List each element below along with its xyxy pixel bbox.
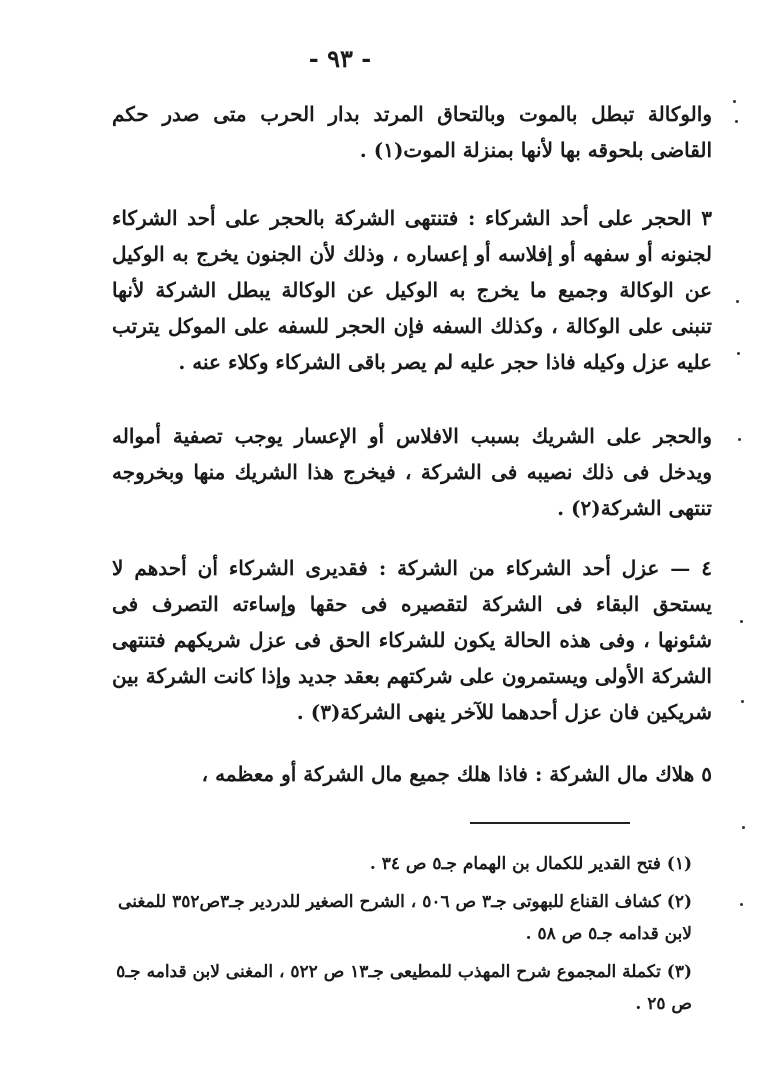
footnote-1: (١) فتح القدير للكمال بن الهمام جـ٥ ص ٣٤ . bbox=[369, 854, 692, 874]
page-number: - ٩٣ - bbox=[308, 44, 372, 73]
paragraph-partner-dismissal bbox=[112, 550, 712, 730]
paragraph-text: ٥ هلاك مال الشركة : فاذا هلك جميع مال الشركة أو معظمه ، bbox=[201, 762, 712, 786]
scan-speck bbox=[737, 352, 740, 355]
paragraph-text: ٣ الحجر على أحد الشركاء : فتنتهى الشركة بالحجر على أحد الشركاء لجنونه أو سفهه أو إفلاسه أو إعساره ، وذلك لأن الجنون يخرج به الوكيل عن الوكالة وجميع ما يخرج به الوكيل عن الوكالة يبطل الشركة لأنها تنبنى على الوكالة ، وكذلك السفه فإن الحجر للسفه على الموكل يترتب عليه عزل وكيله فاذا حجر عليه لم يصر باقى الشركاء وكلاء عنه . bbox=[112, 206, 712, 374]
paragraph-interdiction bbox=[112, 200, 712, 380]
paragraph-agency-termination bbox=[112, 96, 712, 168]
paragraph-text: والحجر على الشريك بسبب الافلاس أو الإعسار يوجب تصفية أمواله ويدخل فى ذلك نصيبه فى الشركة ، فيخرج هذا الشريك منها وبخروجه تنتهى الشركة(٢) . bbox=[112, 424, 712, 520]
paragraph-text: والوكالة تبطل بالموت وبالتحاق المرتد بدار الحرب متى صدر حكم القاضى بلحوقه بها لأنها بمنزلة الموت(١) . bbox=[112, 102, 712, 162]
scan-speck bbox=[733, 100, 736, 103]
scan-speck bbox=[736, 300, 739, 303]
scan-speck bbox=[738, 438, 741, 441]
paragraph-text: ٤ — عزل أحد الشركاء من الشركة : فقديرى الشركاء أن أحدهم لا يستحق البقاء فى الشركة لتقصيره فى حقها وإساءته التصرف فى شئونها ، وفى هذه الحالة يكون للشركاء الحق فى عزل شريكهم فتنتهى الشركة الأولى ويستمرون على شركتهم بعقد جديد وإذا كانت الشركة بين شريكين فان عزل أحدهما للآخر ينهى الشركة(٣) . bbox=[112, 556, 712, 724]
scan-speck bbox=[742, 826, 745, 829]
footnote-divider bbox=[470, 822, 630, 824]
footnote-3: (٣) تكملة المجموع شرح المهذب للمطيعى جـ١٣ ص ٥٢٢ ، المغنى لابن قدامه جـ٥ ص ٢٥ . bbox=[116, 962, 692, 1014]
paragraph-capital-loss bbox=[112, 756, 712, 792]
scan-speck bbox=[740, 620, 743, 623]
paragraph-bankruptcy bbox=[112, 418, 712, 526]
scan-speck bbox=[735, 120, 738, 123]
footnote-2: (٢) كشاف القناع للبهوتى جـ٣ ص ٥٠٦ ، الشرح الصغير للدردير جـ٣ص٣٥٢ للمغنى لابن قدامه جـ٥ ص ٥٨ . bbox=[118, 892, 692, 944]
scan-speck bbox=[741, 700, 744, 703]
footnotes bbox=[92, 848, 692, 1026]
scan-speck bbox=[740, 903, 743, 906]
